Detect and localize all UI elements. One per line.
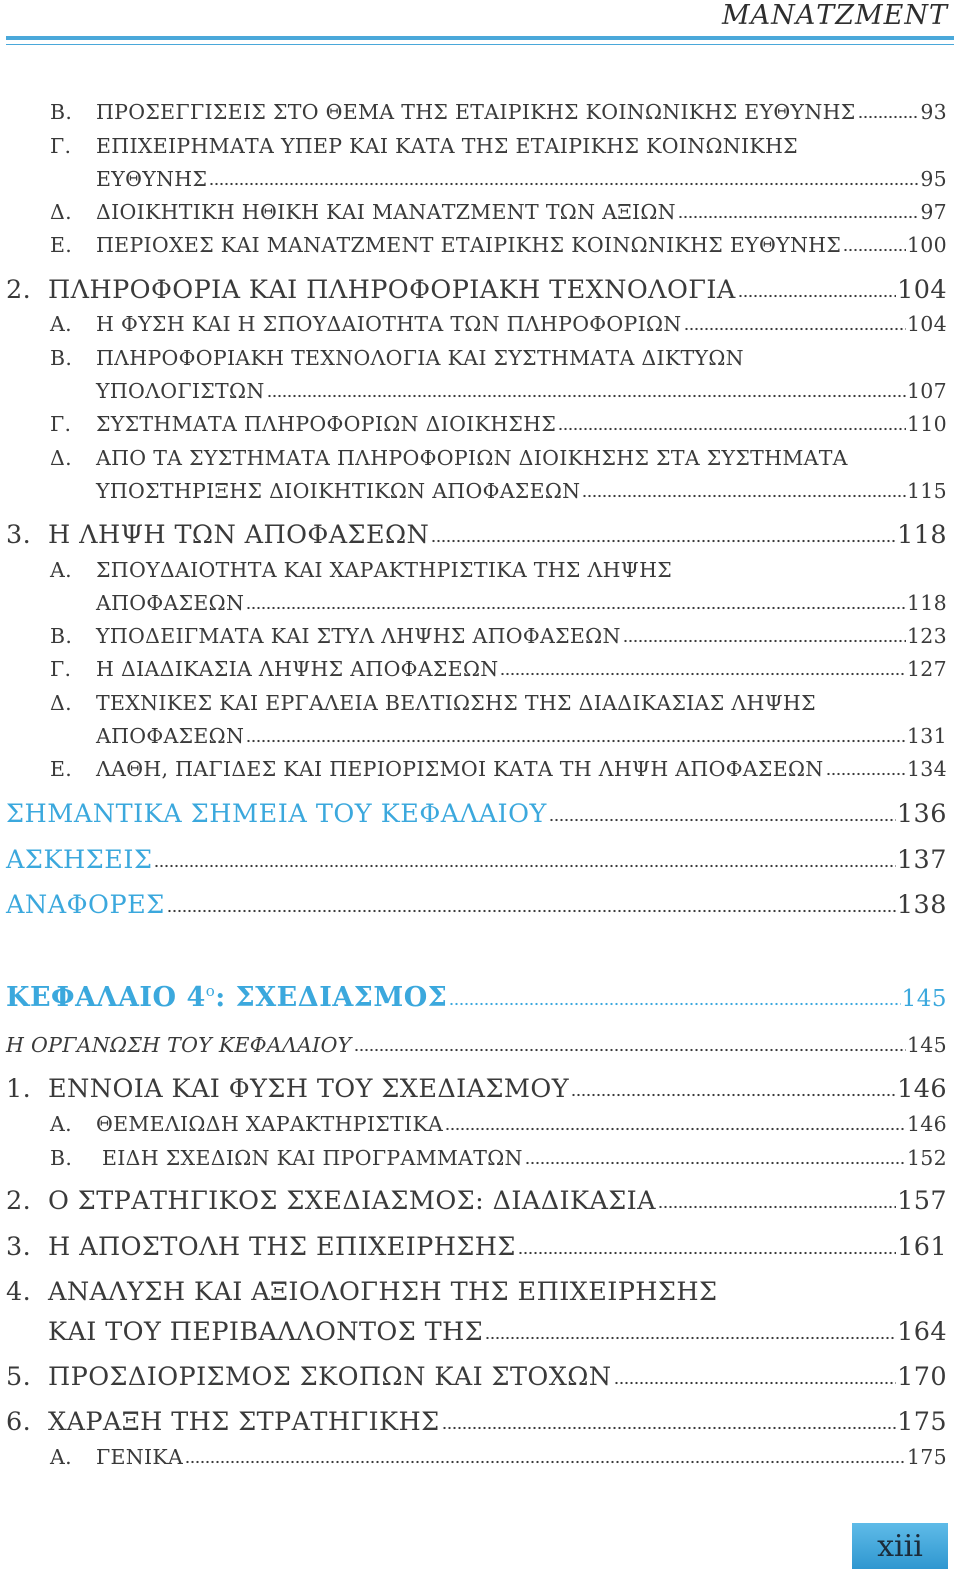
toc-section-number: 3.: [6, 1232, 32, 1262]
toc-section-title: Ο ΣΤΡΑΤΗΓΙΚΟΣ ΣΧΕΔΙΑΣΜΟΣ: ΔΙΑΔΙΚΑΣΙΑ: [48, 1186, 656, 1216]
dot-leader: [826, 758, 906, 776]
toc-entry-number: Α.: [50, 558, 72, 582]
toc-entry-page: 123: [906, 624, 947, 648]
toc-entry[interactable]: [0, 412, 947, 436]
dot-leader: [442, 1407, 897, 1430]
toc-entry-page: 134: [906, 757, 947, 781]
toc-entry-title: ΑΠΟΦΑΣΕΩΝ: [96, 724, 245, 748]
toc-entry-number: Α.: [50, 1112, 72, 1136]
toc-section-number: 5.: [6, 1362, 32, 1392]
toc-chapter-section-title: ΑΝΑΦΟΡΕΣ: [6, 890, 165, 920]
toc-entry-number: Α.: [50, 312, 72, 336]
toc-entry-title: ΕΙΔΗ ΣΧΕΔΙΩΝ ΚΑΙ ΠΡΟΓΡΑΜΜΑΤΩΝ: [102, 1146, 523, 1170]
toc-entry[interactable]: [0, 1146, 947, 1170]
dot-leader: [843, 234, 906, 252]
dot-leader: [246, 725, 906, 743]
toc-chapter-section-page: 138: [896, 890, 947, 920]
toc-entry-title: ΠΛΗΡΟΦΟΡΙΑΚΗ ΤΕΧΝΟΛΟΓΙΑ ΚΑΙ ΣΥΣΤΗΜΑΤΑ ΔΙΚΤΥΩΝ: [96, 346, 744, 370]
toc-entry-page: 100: [906, 233, 947, 257]
running-head: ΜΑΝΑΤΖΜΕΝΤ: [721, 0, 948, 31]
toc-entry[interactable]: [0, 657, 947, 681]
toc-section[interactable]: [0, 1074, 947, 1104]
toc-section-page: 175: [897, 1407, 947, 1437]
toc-entry[interactable]: [0, 1033, 947, 1057]
toc-section-page: 170: [897, 1362, 947, 1392]
toc-entry[interactable]: [0, 200, 947, 224]
toc-entry-number: Β.: [50, 346, 73, 370]
toc-entry-title: ΛΑΘΗ, ΠΑΓΙΔΕΣ ΚΑΙ ΠΕΡΙΟΡΙΣΜΟΙ ΚΑΤΑ ΤΗ ΛΗΨΗ ΑΠΟΦΑΣΕΩΝ: [96, 757, 824, 781]
dot-leader: [738, 275, 896, 298]
toc-entry-page: 104: [906, 312, 947, 336]
toc-entry-continuation[interactable]: [0, 724, 947, 748]
toc-entry-page: 118: [906, 591, 947, 615]
toc-section-number: 3.: [6, 520, 32, 550]
dot-leader: [858, 101, 920, 119]
dot-leader: [558, 413, 906, 431]
toc-section-title: ΚΑΙ ΤΟΥ ΠΕΡΙΒΑΛΛΟΝΤΟΣ ΤΗΣ: [48, 1317, 484, 1347]
toc-entry[interactable]: [0, 691, 947, 715]
toc-entry-title: ΣΠΟΥΔΑΙΟΤΗΤΑ ΚΑΙ ΧΑΡΑΚΤΗΡΙΣΤΙΚΑ ΤΗΣ ΛΗΨΗΣ: [96, 558, 673, 582]
toc-section-title: ΧΑΡΑΞΗ ΤΗΣ ΣΤΡΑΤΗΓΙΚΗΣ: [48, 1407, 440, 1437]
toc-section[interactable]: [0, 1407, 947, 1437]
toc-section-title: Η ΑΠΟΣΤΟΛΗ ΤΗΣ ΕΠΙΧΕΙΡΗΣΗΣ: [48, 1232, 516, 1262]
toc-entry-number: Δ.: [50, 200, 72, 224]
toc-section-title: ΕΝΝΟΙΑ ΚΑΙ ΦΥΣΗ ΤΟΥ ΣΧΕΔΙΑΣΜΟΥ: [48, 1074, 569, 1104]
toc-chapter-section-page: 137: [896, 845, 947, 875]
toc-entry-title: ΑΠΟΦΑΣΕΩΝ: [96, 591, 245, 615]
toc-section-number: 4.: [6, 1277, 32, 1307]
toc-entry-title: ΔΙΟΙΚΗΤΙΚΗ ΗΘΙΚΗ ΚΑΙ ΜΑΝΑΤΖΜΕΝΤ ΤΩΝ ΑΞΙΩΝ: [96, 200, 676, 224]
toc-chapter-page: 145: [901, 986, 947, 1013]
toc-entry-continuation[interactable]: [0, 591, 947, 615]
toc-entry-number: Γ.: [50, 657, 72, 681]
toc-entry-page: 145: [906, 1033, 947, 1057]
toc-entry-page: 152: [906, 1146, 947, 1170]
dot-leader: [154, 845, 895, 868]
page-number: xiii: [877, 1528, 923, 1564]
toc-entry[interactable]: [0, 624, 947, 648]
toc-entry-number: Δ.: [50, 691, 72, 715]
toc-entry-title: ΣΥΣΤΗΜΑΤΑ ΠΛΗΡΟΦΟΡΙΩΝ ΔΙΟΙΚΗΣΗΣ: [96, 412, 557, 436]
toc-entry-title: ΥΠΟΣΤΗΡΙΞΗΣ ΔΙΟΙΚΗΤΙΚΩΝ ΑΠΟΦΑΣΕΩΝ: [96, 479, 581, 503]
toc-chapter-section-page: 136: [896, 799, 947, 829]
toc-entry-number: Ε.: [50, 757, 73, 781]
toc-entry-page: 127: [906, 657, 947, 681]
toc-entry-page: 95: [920, 167, 947, 191]
dot-leader: [678, 201, 919, 219]
toc-section-page: 161: [897, 1232, 947, 1262]
toc-entry-page: 97: [920, 200, 947, 224]
toc-chapter-section-title: ΣΗΜΑΝΤΙΚΑ ΣΗΜΕΙΑ ΤΟΥ ΚΕΦΑΛΑΙΟΥ: [6, 799, 547, 829]
dot-leader: [549, 799, 896, 822]
toc-entry-title: ΤΕΧΝΙΚΕΣ ΚΑΙ ΕΡΓΑΛΕΙΑ ΒΕΛΤΙΩΣΗΣ ΤΗΣ ΔΙΑΔΙΚΑΣΙΑΣ ΛΗΨΗΣ: [96, 691, 816, 715]
toc-entry-page: 115: [906, 479, 947, 503]
page-number-badge: [852, 1523, 948, 1569]
dot-leader: [445, 1113, 906, 1131]
dot-leader: [614, 1362, 897, 1385]
toc-section-page: 164: [897, 1317, 947, 1347]
toc-entry[interactable]: [0, 100, 947, 124]
dot-leader: [267, 380, 906, 398]
toc-chapter-section[interactable]: [0, 799, 947, 829]
toc-entry[interactable]: [0, 346, 947, 370]
toc-section[interactable]: [0, 1186, 947, 1216]
toc-entry[interactable]: [0, 233, 947, 257]
toc-section-title: ΠΛΗΡΟΦΟΡΙΑ ΚΑΙ ΠΛΗΡΟΦΟΡΙΑΚΗ ΤΕΧΝΟΛΟΓΙΑ: [48, 275, 736, 305]
toc-entry[interactable]: [0, 1112, 947, 1136]
toc-entry-number: Δ.: [50, 446, 72, 470]
toc-entry-title: Η ΔΙΑΔΙΚΑΣΙΑ ΛΗΨΗΣ ΑΠΟΦΑΣΕΩΝ: [96, 657, 499, 681]
toc-section[interactable]: [0, 1232, 947, 1262]
dot-leader: [185, 1446, 906, 1464]
toc-entry[interactable]: [0, 446, 947, 470]
toc-entry-title: ΠΡΟΣΕΓΓΙΣΕΙΣ ΣΤΟ ΘΕΜΑ ΤΗΣ ΕΤΑΙΡΙΚΗΣ ΚΟΙΝΩΝΙΚΗΣ ΕΥΘΥΝΗΣ: [96, 100, 856, 124]
toc-entry-title: ΕΥΘΥΝΗΣ: [96, 167, 208, 191]
toc-entry[interactable]: [0, 134, 947, 158]
toc-section[interactable]: [0, 1362, 947, 1392]
toc-section-title: Η ΛΗΨΗ ΤΩΝ ΑΠΟΦΑΣΕΩΝ: [48, 520, 430, 550]
dot-leader: [431, 520, 896, 543]
dot-leader: [518, 1232, 896, 1255]
toc-chapter-section-title: ΑΣΚΗΣΕΙΣ: [6, 845, 153, 875]
toc-section-title: ΑΝΑΛΥΣΗ ΚΑΙ ΑΞΙΟΛΟΓΗΣΗ ΤΗΣ ΕΠΙΧΕΙΡΗΣΗΣ: [48, 1277, 718, 1307]
toc-chapter-section[interactable]: [0, 845, 947, 875]
toc-entry-page: 146: [906, 1112, 947, 1136]
toc-entry-number: Β.: [50, 100, 73, 124]
toc-entry-title: ΓΕΝΙΚΑ: [96, 1445, 184, 1469]
dot-leader: [500, 658, 905, 676]
toc-section[interactable]: [0, 1277, 947, 1307]
dot-leader: [525, 1147, 906, 1165]
dot-leader: [167, 890, 896, 913]
toc-entry-page: 175: [906, 1445, 947, 1469]
toc-entry[interactable]: [0, 312, 947, 336]
dot-leader: [209, 168, 919, 186]
toc-section-page: 157: [897, 1186, 947, 1216]
toc-entry-number: Β.: [50, 1146, 73, 1170]
dot-leader: [571, 1074, 896, 1097]
dot-leader: [623, 625, 906, 643]
toc-entry-title: ΠΕΡΙΟΧΕΣ ΚΑΙ ΜΑΝΑΤΖΜΕΝΤ ΕΤΑΙΡΙΚΗΣ ΚΟΙΝΩΝΙΚΗΣ ΕΥΘΥΝΗΣ: [96, 233, 842, 257]
dot-leader: [485, 1317, 896, 1340]
toc-entry-continuation[interactable]: [0, 167, 947, 191]
toc-entry-number: Α.: [50, 1445, 72, 1469]
toc-entry-page: 110: [906, 412, 947, 436]
toc-entry-continuation[interactable]: [0, 479, 947, 503]
dot-leader: [684, 313, 906, 331]
toc-entry-number: Β.: [50, 624, 73, 648]
toc-entry-page: 93: [920, 100, 947, 124]
header-rule-thin: [6, 44, 954, 45]
dot-leader: [246, 592, 906, 610]
toc-section-number: 6.: [6, 1407, 32, 1437]
toc-entry-title: ΘΕΜΕΛΙΩΔΗ ΧΑΡΑΚΤΗΡΙΣΤΙΚΑ: [96, 1112, 444, 1136]
toc-entry-page: 107: [906, 379, 947, 403]
dot-leader: [582, 480, 906, 498]
toc-entry[interactable]: [0, 757, 947, 781]
toc-entry-title: Η ΦΥΣΗ ΚΑΙ Η ΣΠΟΥΔΑΙΟΤΗΤΑ ΤΩΝ ΠΛΗΡΟΦΟΡΙΩΝ: [96, 312, 682, 336]
toc-entry-continuation[interactable]: [0, 379, 947, 403]
toc-entry[interactable]: [0, 1445, 947, 1469]
toc-entry-number: Γ.: [50, 412, 72, 436]
toc-chapter-heading[interactable]: [0, 982, 947, 1013]
toc-section-number: 1.: [6, 1074, 32, 1104]
toc-entry-number: Γ.: [50, 134, 72, 158]
header-rule-thick: [6, 36, 954, 40]
toc-section[interactable]: [0, 520, 947, 550]
dot-leader: [658, 1186, 896, 1209]
toc-entry-title: ΑΠΟ ΤΑ ΣΥΣΤΗΜΑΤΑ ΠΛΗΡΟΦΟΡΙΩΝ ΔΙΟΙΚΗΣΗΣ ΣΤΑ ΣΥΣΤΗΜΑΤΑ: [96, 446, 848, 470]
toc-section-number: 2.: [6, 1186, 32, 1216]
toc-section-page: 146: [897, 1074, 947, 1104]
toc-section-page: 118: [897, 520, 947, 550]
toc-chapter-section[interactable]: [0, 890, 947, 920]
toc-section-title: ΠΡΟΣΔΙΟΡΙΣΜΟΣ ΣΚΟΠΩΝ ΚΑΙ ΣΤΟΧΩΝ: [48, 1362, 612, 1392]
dot-leader: [354, 1034, 906, 1052]
toc-entry-number: Ε.: [50, 233, 73, 257]
toc-entry-title: ΥΠΟΛΟΓΙΣΤΩΝ: [96, 379, 265, 403]
toc-entry-title: ΥΠΟΔΕΙΓΜΑΤΑ ΚΑΙ ΣΤΥΛ ΛΗΨΗΣ ΑΠΟΦΑΣΕΩΝ: [96, 624, 621, 648]
toc-entry-page: 131: [906, 724, 947, 748]
toc-section-continuation[interactable]: [0, 1317, 947, 1347]
toc-section-number: 2.: [6, 275, 32, 305]
toc-entry-title: ΕΠΙΧΕΙΡΗΜΑΤΑ ΥΠΕΡ ΚΑΙ ΚΑΤΑ ΤΗΣ ΕΤΑΙΡΙΚΗΣ ΚΟΙΝΩΝΙΚΗΣ: [96, 134, 798, 158]
toc-entry[interactable]: [0, 558, 947, 582]
dot-leader: [449, 982, 900, 1006]
toc-entry-title: Η ΟΡΓΑΝΩΣΗ ΤΟΥ ΚΕΦΑΛΑΙΟΥ: [6, 1033, 352, 1057]
toc-chapter-title: ΚΕΦΑΛΑΙΟ $4^o$: ΣΧΕΔΙΑΣΜΟΣ: [6, 982, 448, 1014]
toc-section-page: 104: [897, 275, 947, 305]
toc-section[interactable]: [0, 275, 947, 305]
